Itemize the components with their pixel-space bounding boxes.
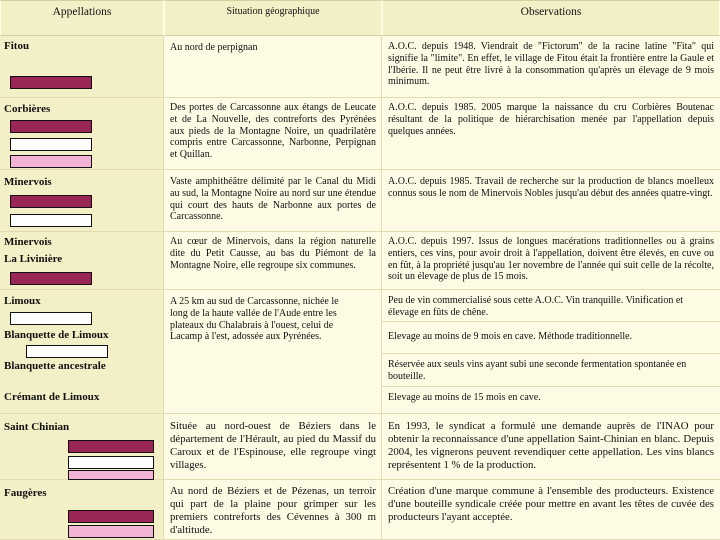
situation-text: Au nord de Béziers et de Pézenas, un terroir qui part de la plaine pour grimper sur les premiers contreforts des Cévennes à 300 m d'altitude. (170, 485, 376, 536)
red-wine-swatch (68, 510, 154, 523)
row-limoux-appellation (0, 290, 164, 414)
situation-text: Vaste amphithéâtre délimité par le Canal du Midi au sud, la Montagne Noire au nord sur une étendue qui court des hauts de Narbonne aux portes de Carcassonne. (170, 176, 376, 223)
appellation-name: Faugères (4, 487, 47, 499)
appellation-name: Minervois (4, 176, 52, 188)
white-wine-swatch (10, 312, 92, 325)
row-saint-chinian-appellation (0, 414, 164, 480)
header-situation: Situation géographique (164, 0, 382, 36)
white-wine-swatch (26, 345, 108, 358)
ancestrale-name: Blanquette ancestrale (4, 360, 106, 372)
row-corbieres-appellation (0, 98, 164, 170)
observations-text: A.O.C. depuis 1997. Issus de longues macérations traditionnelles ou à grains entiers, ces vins, pour avoir droit à l'appellation, doivent être élevés, en cuve ou en fût, à la propriété jusqu'au 1er novembre de l'année qui suit celle de la récolte, soit un élevage de plus de 15 mois. (388, 236, 714, 283)
row-liviniere-appellation (0, 232, 164, 290)
appellation-name: Saint Chinian (4, 421, 70, 433)
situation-text: Située au nord-ouest de Béziers dans le département de l'Hérault, au pied du Massif du Caroux et de l'Espinouse, elle regroupe vingt villages. (170, 420, 376, 471)
observations-text: En 1993, le syndicat a formulé une demande auprès de l'INAO pour obtenir la reconnaissance d'une appellation Saint-Chinian en blanc. Depuis 2004, les vignerons peuvent revendiquer cette appellation. Les vins blancs représentent 1 % de la production. (388, 420, 714, 471)
red-wine-swatch (10, 272, 92, 285)
row-blanquette-observations (382, 322, 720, 354)
appellation-name: Limoux (4, 295, 41, 307)
appellation-name: Corbières (4, 103, 51, 115)
row-corbieres-observations (382, 98, 720, 170)
white-wine-swatch (10, 138, 92, 151)
row-liviniere-situation (164, 232, 382, 290)
red-wine-swatch (68, 440, 154, 453)
situation-text: Des portes de Carcassonne aux étangs de Leucate et de La Nouvelle, des contreforts des Pyrénées aux pieds de la Montagne Noire, un quadrilatère compris entre Carcassonne, Narbonne, Perpignan et Quillan. (170, 102, 376, 161)
row-fitou-observations (382, 36, 720, 98)
row-liviniere-observations (382, 232, 720, 290)
row-fitou-situation (164, 36, 382, 98)
row-cremant-observations (382, 387, 720, 414)
observations-text: A.O.C. depuis 1985. 2005 marque la naissance du cru Corbières Boutenac résultant de la politique de hiérarchisation menée par l'appellation depuis quelques années. (388, 102, 714, 137)
row-faugeres-observations (382, 480, 720, 540)
observations-text: Elevage au moins de 15 mois en cave. (388, 392, 541, 403)
red-wine-swatch (10, 195, 92, 208)
row-minervois-appellation (0, 170, 164, 232)
observations-text: Réservée aux seuls vins ayant subi une seconde fermentation spontanée en bouteille. (388, 359, 687, 382)
situation-text: Au cœur de Minervois, dans la région naturelle dite du Petit Causse, au bas du Piémont de la Montagne Noire, elle regroupe six communes. (170, 236, 376, 271)
observations-text: Peu de vin commercialisé sous cette A.O.C. Vin tranquille. Vinification et élevage en fûts de chêne. (388, 295, 684, 318)
observations-text: Création d'une marque commune à l'ensemble des producteurs. Existence d'une bouteille syndicale créée pour mettre en avant les têtes de cuvée des producteurs l'ayant acceptée. (388, 485, 714, 523)
rose-wine-swatch (68, 470, 154, 480)
header-appellations: Appellations (0, 0, 164, 36)
cremant-name: Crémant de Limoux (4, 391, 100, 403)
row-limoux-situation (164, 290, 382, 414)
row-faugeres-situation (164, 480, 382, 540)
observations-text: A.O.C. depuis 1948. Viendrait de "Fictorum" de la racine latine "Fita" qui signifie la "limite". En effet, le village de Fitou était la frontière entre la Gaule et l'Ibérie. Il ne peut être livré à la consommation qu'après un élevage de 9 mois minimum. (388, 41, 714, 88)
appellation-name-line1: Minervois (4, 236, 52, 248)
appellation-name-line2: La Livinière (4, 253, 63, 265)
row-ancestrale-observations (382, 354, 720, 387)
rose-wine-swatch (10, 155, 92, 168)
observations-text: A.O.C. depuis 1985. Travail de recherche sur la production de blancs moelleux connus sous le nom de Minervois Nobles jusqu'au début des années quatre-vingt. (388, 176, 714, 199)
row-saint-chinian-situation (164, 414, 382, 480)
row-minervois-observations (382, 170, 720, 232)
row-minervois-situation (164, 170, 382, 232)
situation-text: A 25 km au sud de Carcassonne, nichée le long de la haute vallée de l'Aude entre les plateaux du Chalabrais à l'ouest, celui de Lacamp à l'est, adossée aux Pyrénées. (170, 296, 339, 343)
observations-text: Elevage au moins de 9 mois en cave. Méthode traditionnelle. (388, 331, 633, 342)
situation-text: Au nord de perpignan (170, 42, 258, 53)
red-wine-swatch (10, 120, 92, 133)
rose-wine-swatch (68, 525, 154, 538)
row-faugeres-appellation (0, 480, 164, 540)
row-saint-chinian-observations (382, 414, 720, 480)
row-corbieres-situation (164, 98, 382, 170)
red-wine-swatch (10, 76, 92, 89)
header-observations: Observations (382, 0, 720, 36)
appellation-name: Fitou (4, 40, 30, 52)
white-wine-swatch (68, 456, 154, 469)
row-fitou-appellation (0, 36, 164, 98)
row-limoux-observations (382, 290, 720, 322)
blanquette-name: Blanquette de Limoux (4, 329, 109, 341)
white-wine-swatch (10, 214, 92, 227)
